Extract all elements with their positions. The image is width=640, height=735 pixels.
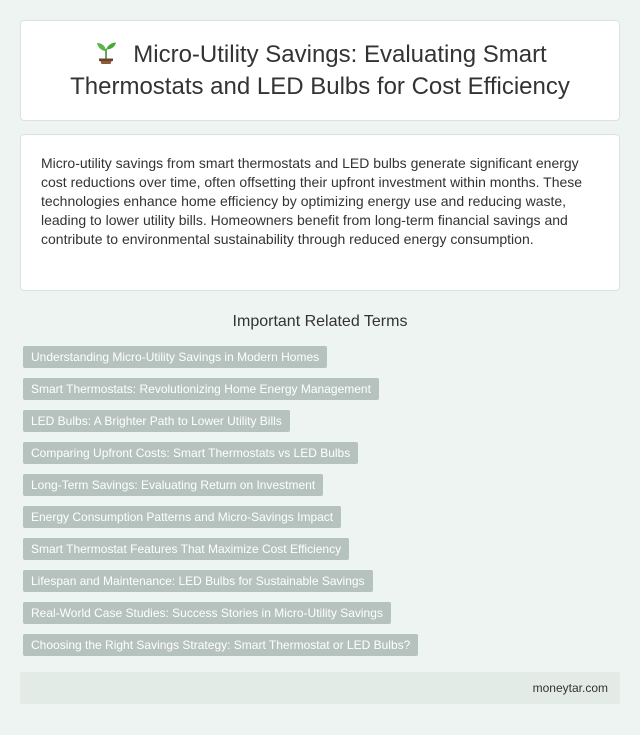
page-title [41, 39, 599, 103]
related-term-link[interactable]: Long-Term Savings: Evaluating Return on Investment [23, 474, 323, 496]
related-term-link[interactable]: LED Bulbs: A Brighter Path to Lower Utility Bills [23, 410, 290, 432]
related-terms-list [23, 346, 623, 666]
summary-text: Micro-utility savings from smart thermostats and LED bulbs generate significant energy cost reductions over time, often offsetting their upfront investment within months. These technologies enhance home efficiency by optimizing energy use and reducing waste, leading to lower utility bills. Homeowners benefit from long-term financial savings and contribute to environmental sustainability through reduced energy consumption. [41, 155, 583, 247]
footer-site-name: moneytar.com [532, 681, 608, 695]
related-term-link[interactable]: Understanding Micro-Utility Savings in Modern Homes [23, 346, 327, 368]
related-term-link[interactable]: Comparing Upfront Costs: Smart Thermostats vs LED Bulbs [23, 442, 358, 464]
title-card [20, 20, 620, 121]
related-term-link[interactable]: Energy Consumption Patterns and Micro-Savings Impact [23, 506, 341, 528]
related-term-link[interactable]: Real-World Case Studies: Success Stories in Micro-Utility Savings [23, 602, 391, 624]
related-term-link[interactable]: Lifespan and Maintenance: LED Bulbs for Sustainable Savings [23, 570, 373, 592]
related-term-link[interactable]: Choosing the Right Savings Strategy: Smart Thermostat or LED Bulbs? [23, 634, 418, 656]
related-terms-heading: Important Related Terms [232, 313, 408, 330]
related-term-link[interactable]: Smart Thermostats: Revolutionizing Home Energy Management [23, 378, 379, 400]
summary-card [20, 134, 620, 291]
footer [20, 672, 620, 704]
seedling-icon [93, 39, 119, 65]
related-term-link[interactable]: Smart Thermostat Features That Maximize Cost Efficiency [23, 538, 349, 560]
page-title-text: Micro-Utility Savings: Evaluating Smart Thermostats and LED Bulbs for Cost Efficiency [70, 40, 570, 100]
